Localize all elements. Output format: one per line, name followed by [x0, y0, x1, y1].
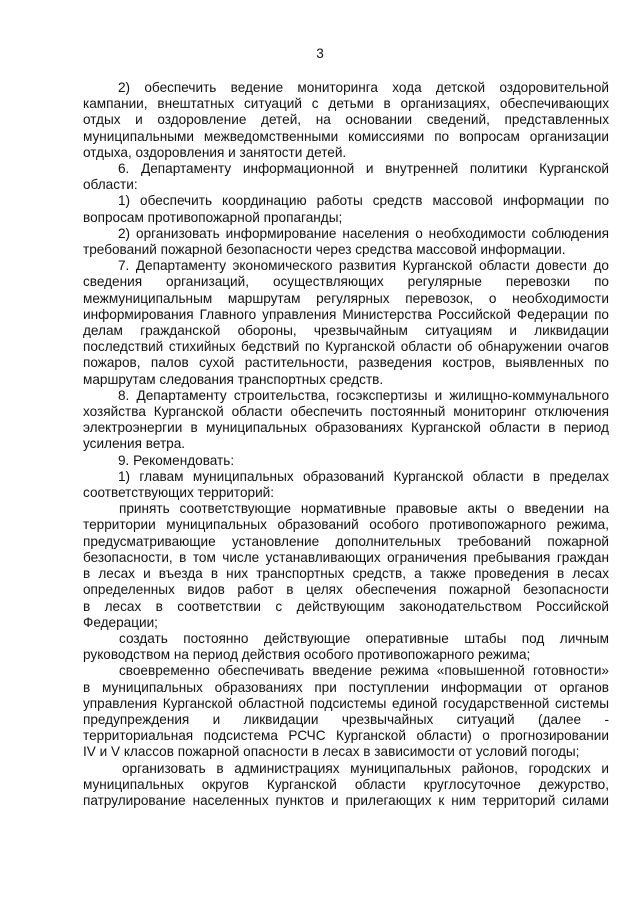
text-line: маршрутам следования транспортных средств. [83, 371, 384, 387]
text-line: требований пожарной безопасности через средства массовой информации. [83, 242, 566, 258]
text-line: патрулирование населенных пунктов и прилегающих к ним территорий силами [83, 792, 609, 808]
document-body [83, 80, 609, 809]
text-line: вопросам противопожарной пропаганды; [83, 209, 343, 225]
text-line: управления Курганской областной подсистемы единой государственной системы [83, 695, 609, 711]
text-line: муниципальными межведомственными комиссиями по вопросам организации [83, 128, 609, 144]
text-line: отдых и оздоровление детей, на основании сведений, представленных [83, 112, 609, 128]
text-line: области: [83, 177, 138, 193]
text-line: Федерации; [83, 614, 158, 630]
text-line: отдыха, оздоровления и занятости детей. [83, 144, 347, 160]
text-line: 2) организовать информирование населения о необходимости соблюдения [118, 225, 609, 241]
text-line: 1) обеспечить координацию работы средств массовой информации по [118, 193, 609, 209]
text-line: в муниципальных образованиях при поступлении информации от органов [83, 679, 609, 695]
text-line: информирования Главного управления Министерства Российской Федерации по [83, 306, 609, 322]
text-line: принять соответствующие нормативные правовые акты о введении на [119, 501, 609, 517]
text-line: 1) главам муниципальных образований Курганской области в пределах [118, 468, 609, 484]
text-line: безопасности, в том числе устанавливающих ограничения пребывания граждан [83, 549, 609, 565]
text-line: своевременно обеспечивать введение режима «повышенной готовности» [119, 663, 609, 679]
text-line: предусматривающие установление дополнительных требований пожарной [83, 533, 609, 549]
text-line: в лесах и въезда в них транспортных средств, а также проведения в лесах [83, 566, 609, 582]
text-line: 7. Департаменту экономического развития Курганской области довести до [118, 258, 609, 274]
text-line: межмуниципальным маршрутам регулярных перевозок, о необходимости [83, 290, 609, 306]
text-line: 9. Рекомендовать: [118, 452, 235, 468]
text-line: руководством на период действия особого противопожарного режима; [83, 647, 531, 663]
text-line: кампании, внештатных ситуаций с детьми в организациях, обеспечивающих [83, 96, 609, 112]
text-line: 2) обеспечить ведение мониторинга хода детской оздоровительной [118, 80, 609, 95]
text-line: электроэнергии в муниципальных образованиях Курганской области в период [83, 420, 609, 436]
text-line: в лесах в соответствии с действующим законодательством Российской [83, 598, 609, 614]
text-line: организовать в администрациях муниципальных районов, городских и [122, 760, 609, 776]
text-line: хозяйства Курганской области обеспечить постоянный мониторинг отключения [83, 404, 609, 420]
text-line: муниципальных округов Курганской области круглосуточное дежурство, [83, 776, 609, 792]
text-line: создать постоянно действующие оперативные штабы под личным [119, 630, 609, 646]
text-line: делам гражданской обороны, чрезвычайным ситуациям и ликвидации [83, 323, 609, 339]
page-number: 3 [316, 46, 324, 61]
text-line: территориальная подсистема РСЧС Курганской области) о прогнозировании [83, 728, 609, 744]
text-line: 8. Департаменту строительства, госэкспертизы и жилищно-коммунального [118, 387, 609, 403]
text-line: сведения организаций, осуществляющих регулярные перевозки по [83, 274, 609, 290]
text-line: территории муниципальных образований особого противопожарного режима, [83, 517, 609, 533]
text-line: предупреждения и ликвидации чрезвычайных ситуаций (далее - [83, 711, 609, 727]
text-line: 6. Департаменту информационной и внутренней политики Курганской [118, 161, 609, 177]
text-line: последствий стихийных бедствий по Курганской области об обнаружении очагов [83, 339, 609, 355]
text-line: пожаров, палов сухой растительности, разведения костров, выявленных по [83, 355, 609, 371]
text-line: соответствующих территорий: [83, 485, 275, 501]
text-line: IV и V классов пожарной опасности в лесах в зависимости от условий погоды; [83, 744, 580, 760]
text-line: определенных видов работ в целях обеспечения пожарной безопасности [83, 582, 609, 598]
text-line: усиления ветра. [83, 436, 186, 452]
